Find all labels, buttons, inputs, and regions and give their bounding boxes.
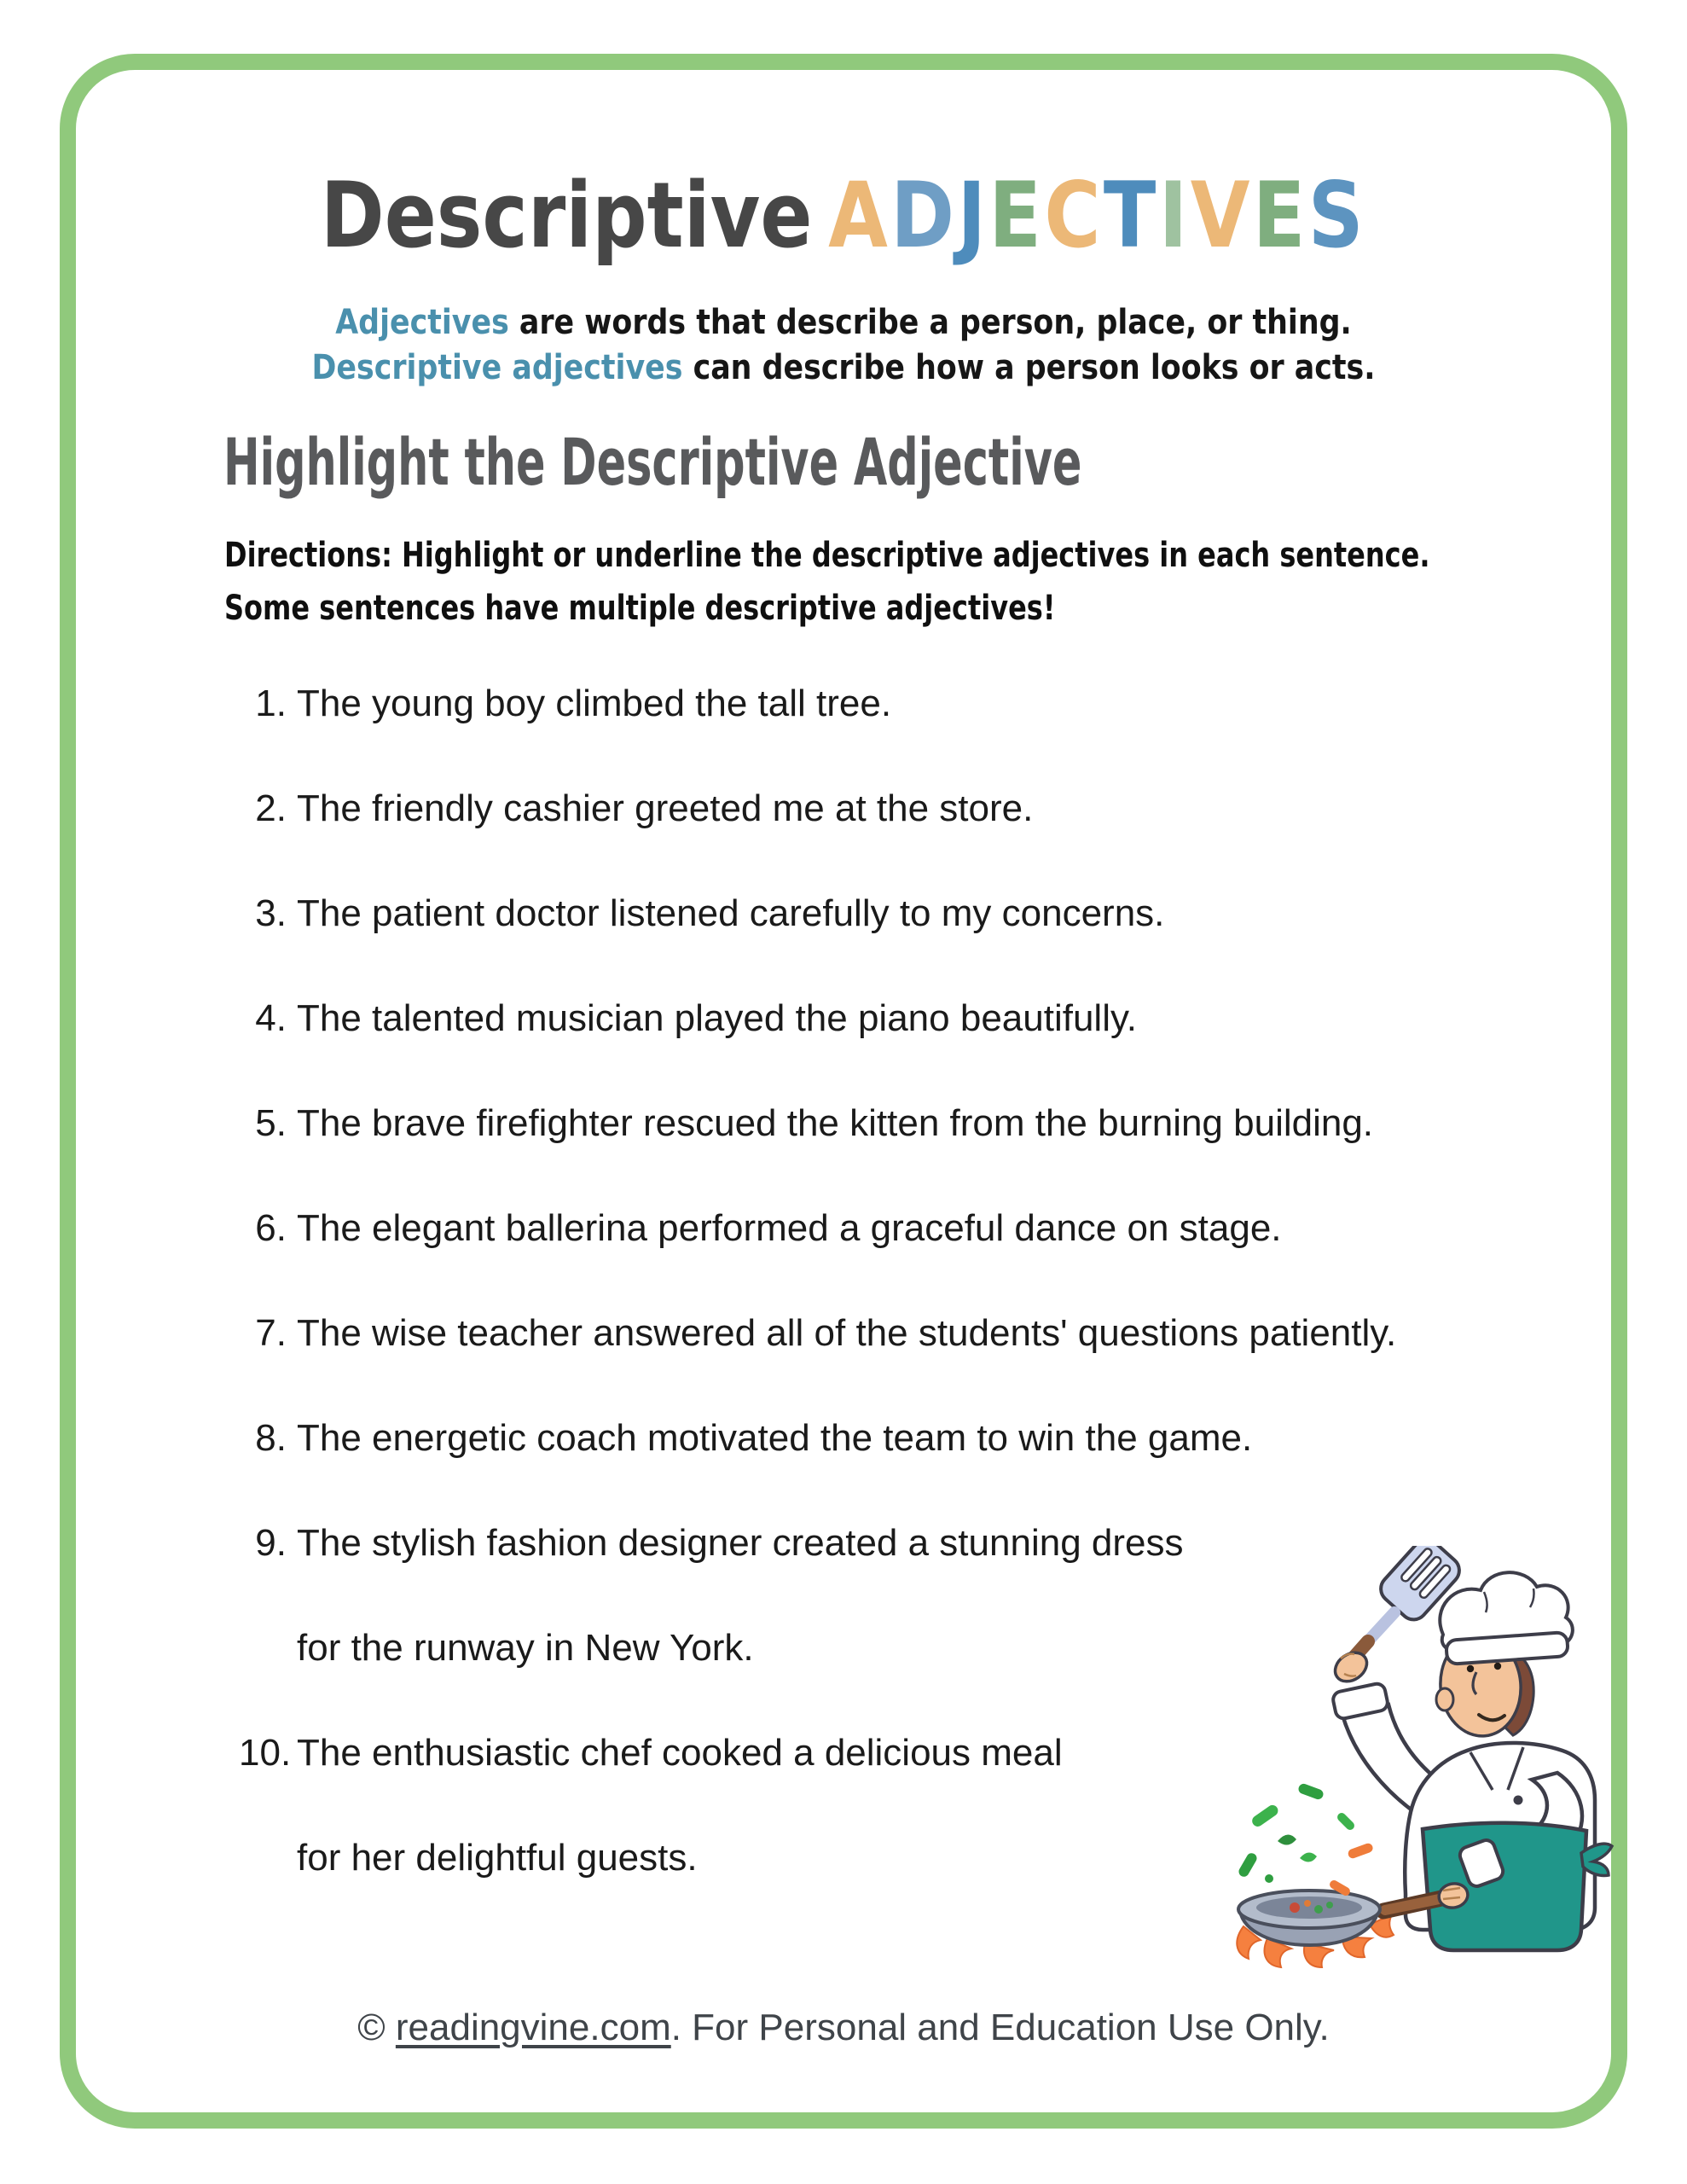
page-title (126, 163, 1560, 268)
sentence-text: The elegant ballerina performed a graceful dance on stage. (297, 1207, 1282, 1249)
title-letter: I (1158, 163, 1191, 268)
footer-prefix: © (357, 2007, 396, 2048)
title-word-adjectives (828, 163, 1366, 268)
title-letter: T (1103, 163, 1159, 268)
directions-text (224, 529, 1429, 635)
intro-rest-1: are words that describe a person, place, or thing. (508, 303, 1352, 342)
sentence-text: The friendly cashier greeted me at the store. (297, 787, 1034, 829)
intro-accent-descriptive-adjectives: Descriptive adjectives (311, 348, 683, 387)
chef-illustration (1226, 1546, 1629, 1974)
sentence-text: for the runway in New York. (297, 1627, 754, 1669)
sentence-row-8 (239, 1417, 1396, 1522)
sentence-text: The stylish fashion designer created a stunning dress (297, 1522, 1184, 1564)
sentence-number: 8. (255, 1417, 287, 1459)
directions-line-1: Directions: Highlight or underline the descriptive adjectives in each sentence. (224, 536, 1430, 575)
sentence-number: 4. (255, 997, 287, 1039)
flying-vegetables (1237, 1782, 1374, 1897)
intro-line-1 (110, 300, 1578, 346)
sentence-row-10-cont (239, 1837, 1396, 1942)
footer-link-readingvine[interactable]: readingvine.com (395, 2007, 671, 2048)
sentence-row-1 (239, 682, 1396, 787)
sentence-list (239, 682, 1396, 1942)
title-letter: V (1190, 163, 1253, 268)
title-letter: C (1044, 163, 1104, 268)
sentence-row-6 (239, 1207, 1396, 1312)
sentence-number: 5. (255, 1102, 287, 1144)
intro-text (110, 300, 1578, 391)
sentence-text: The enthusiastic chef cooked a delicious meal (297, 1732, 1063, 1774)
sentence-number: 2. (255, 787, 287, 829)
sentence-text: The young boy climbed the tall tree. (297, 682, 892, 724)
sentence-row-10 (239, 1732, 1396, 1837)
title-letter: S (1307, 163, 1367, 268)
sentence-text: The talented musician played the piano beautifully. (297, 997, 1137, 1039)
sentence-row-9 (239, 1522, 1396, 1627)
sentence-row-3 (239, 892, 1396, 997)
chef-hat-icon (1440, 1572, 1573, 1664)
intro-line-2 (110, 346, 1578, 391)
sentence-number: 7. (255, 1312, 287, 1354)
footer-copyright (0, 2007, 1687, 2049)
title-word-descriptive: Descriptive (320, 163, 813, 268)
sentence-row-4 (239, 997, 1396, 1102)
sentence-row-9-cont (239, 1627, 1396, 1732)
sentence-text: for her delightful guests. (297, 1837, 698, 1879)
title-letter: D (890, 163, 958, 268)
footer-suffix: . For Personal and Education Use Only. (670, 2007, 1330, 2048)
sentence-number: 3. (255, 892, 287, 934)
title-letter: E (1252, 163, 1308, 268)
sentence-number: 6. (255, 1207, 287, 1249)
title-letter: A (828, 163, 891, 268)
intro-rest-2: can describe how a person looks or acts. (682, 348, 1376, 387)
title-letter: E (988, 163, 1045, 268)
sentence-number: 9. (255, 1522, 287, 1564)
sentence-row-5 (239, 1102, 1396, 1207)
intro-accent-adjectives: Adjectives (335, 303, 509, 342)
sentence-number: 10. (239, 1732, 292, 1774)
sentence-text: The energetic coach motivated the team to win the game. (297, 1417, 1253, 1459)
sentence-number: 1. (255, 682, 287, 724)
section-heading: Highlight the Descriptive Adjective (223, 424, 1082, 500)
directions-line-2: Some sentences have multiple descriptive adjectives! (224, 589, 1056, 628)
sentence-text: The patient doctor listened carefully to my concerns. (297, 892, 1165, 934)
sentence-row-2 (239, 787, 1396, 892)
sentence-row-7 (239, 1312, 1396, 1417)
sentence-text: The wise teacher answered all of the students' questions patiently. (297, 1312, 1397, 1354)
title-letter: J (957, 163, 989, 268)
sentence-text: The brave firefighter rescued the kitten from the burning building. (297, 1102, 1374, 1144)
